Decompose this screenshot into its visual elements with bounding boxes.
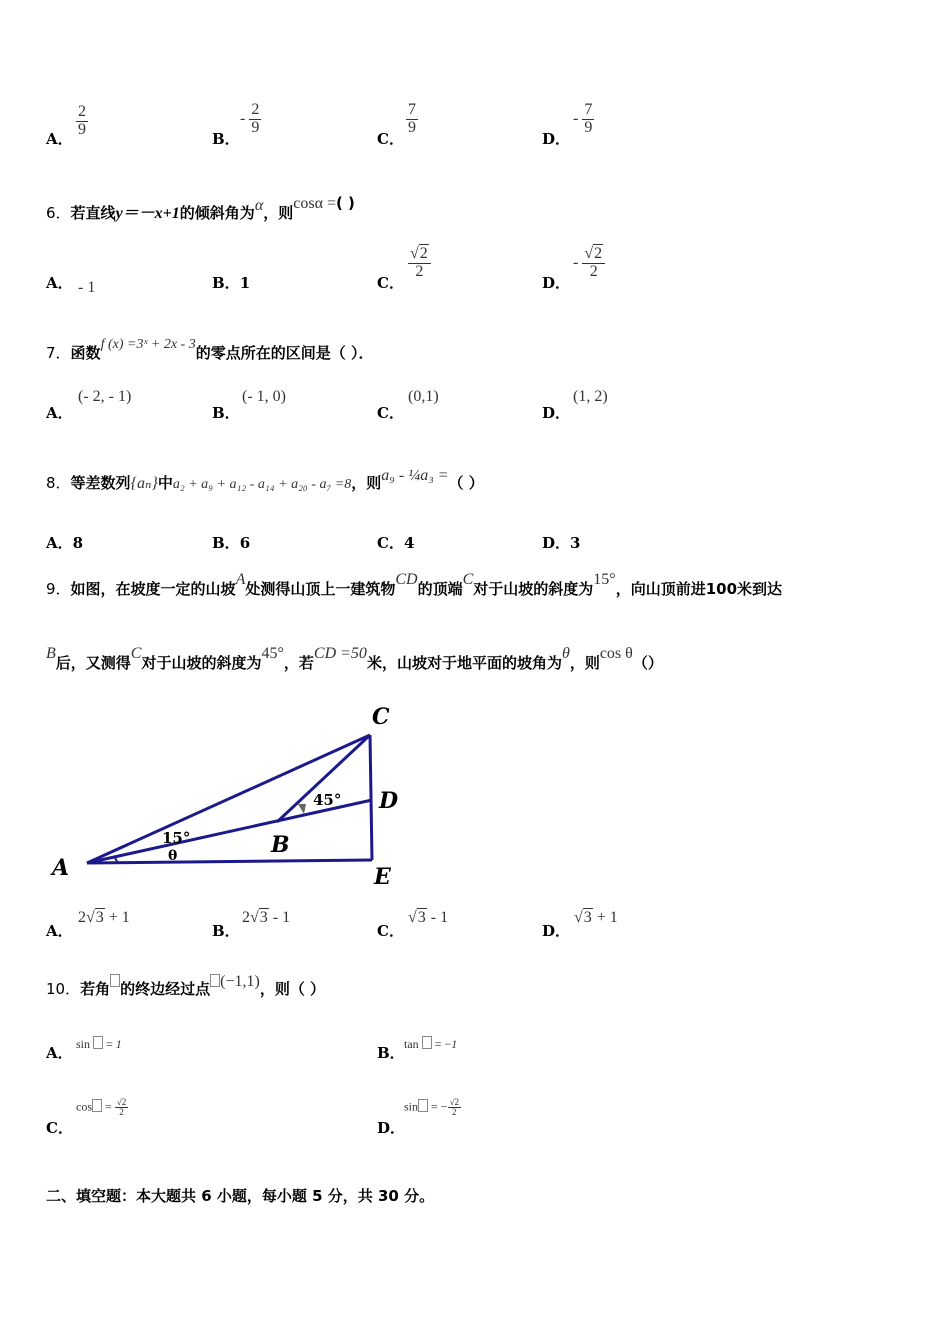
line-ae <box>87 860 372 863</box>
label-45: 45° <box>313 791 342 809</box>
q9-cd: CD <box>395 571 418 588</box>
q6-option-d-value: - $\frac{√2}{2}$ <box>573 246 605 281</box>
q9-point-a: A <box>235 571 246 588</box>
q8-ask: a₉ - ¼a₃ = <box>381 467 449 484</box>
question-9-line1 <box>46 571 783 599</box>
q9-point-c: C <box>462 571 474 588</box>
q9-deg15: 15° <box>593 571 616 588</box>
q9-option-b-label: B． <box>212 922 240 940</box>
q6-text2: 的倾斜角为 <box>179 204 255 222</box>
q5-option-b-label: B． <box>212 130 240 148</box>
q6-alpha: α <box>254 197 264 214</box>
q7-text2: 的零点所在的区间是（ ）． <box>195 344 374 362</box>
q6-text1: 若直线 <box>70 204 116 222</box>
q9-point-c2: C <box>130 645 142 662</box>
q5-option-d-value: - $\frac{7}{9}$ <box>573 101 593 136</box>
line-ad <box>87 800 372 863</box>
q9-option-b-value: 2√3 - 1 <box>242 909 291 926</box>
q8-paren: （ ） <box>448 474 484 492</box>
q9-t3: 的顶端 <box>417 580 463 598</box>
q9-t6: 米到达 <box>737 580 783 598</box>
q8-a-value: 8 <box>72 534 84 552</box>
q9-t4: 对于山坡的斜度为 <box>473 580 594 598</box>
q9-option-d-value: √3 + 1 <box>574 909 618 926</box>
q6-expression: y＝－x+1 <box>115 205 180 222</box>
q6-text3: ，则 <box>263 204 294 222</box>
question-7 <box>46 337 374 363</box>
q6-number: 6． <box>46 204 71 222</box>
q6-option-a-value: - 1 <box>78 279 96 296</box>
line-ce <box>370 735 372 860</box>
label-e: E <box>374 864 391 890</box>
q9-t8: 对于山坡的斜度为 <box>141 654 262 672</box>
q9-theta: θ <box>561 645 570 662</box>
q9-t5: ，向山顶前进 <box>615 580 706 598</box>
q5-option-b-value: - $\frac{2}{9}$ <box>240 101 260 136</box>
q10-option-b-value: tan = −1 <box>404 1037 458 1051</box>
q10-option-b-label: B． <box>377 1044 405 1062</box>
label-d: D <box>379 788 399 814</box>
q7-option-b-label: B． <box>212 404 240 422</box>
q9-t2: 处测得山顶上一建筑物 <box>245 580 396 598</box>
q7-option-a-label: A． <box>46 404 73 422</box>
label-c: C <box>372 704 390 730</box>
q9-hundred: 100 <box>705 580 738 598</box>
q8-condition: a₂ + a₉ + a₁₂ - a₁₄ + a₂₀ - a₇ =8 <box>172 477 352 492</box>
q6-paren: ( ) <box>335 194 355 212</box>
q5-option-a-value: $\frac{2}{9}$ <box>78 103 86 138</box>
q9-t12: （） <box>632 654 663 672</box>
q9-number: 9． <box>46 580 71 598</box>
q7-option-d-value: (1, 2) <box>573 388 608 405</box>
q10-number: 10． <box>46 980 81 998</box>
q9-t1: 如图，在坡度一定的山坡 <box>70 580 236 598</box>
q6-option-c-label: C． <box>377 274 404 292</box>
question-6 <box>46 194 355 223</box>
q5-option-c-label: C． <box>377 130 404 148</box>
q10-angle-placeholder <box>110 974 120 987</box>
q10-t3: ，则（ ） <box>259 980 326 998</box>
q9-option-d-label: D． <box>542 922 571 940</box>
q7-function: f (x) =3ˣ + 2x - 3 <box>100 337 196 352</box>
q9-option-a-value: 2√3 + 1 <box>78 909 130 926</box>
q8-b-label: B． <box>212 534 240 552</box>
q8-option-a <box>46 532 83 553</box>
q8-c-label: C． <box>377 534 404 552</box>
section-2-heading: 二、填空题：本大题共 6 小题，每小题 5 分，共 30 分。 <box>46 1187 435 1205</box>
q7-option-a-value: (- 2, - 1) <box>78 388 132 405</box>
q9-deg45: 45° <box>261 645 284 662</box>
angle-marker-b <box>298 804 306 814</box>
q9-point-b: B <box>46 645 56 662</box>
q7-option-c-value: (0,1) <box>408 388 439 405</box>
q9-figure <box>40 700 420 890</box>
question-10 <box>46 973 326 999</box>
q9-option-a-label: A． <box>46 922 73 940</box>
q10-point-placeholder <box>210 974 220 987</box>
q6-b-value: 1 <box>239 274 251 292</box>
q10-t1: 若角 <box>80 980 111 998</box>
q8-option-c <box>377 532 414 553</box>
q6-option-a-label: A． <box>46 274 73 292</box>
q9-cos-theta: cos θ <box>599 645 633 662</box>
label-a: A <box>52 855 70 881</box>
label-15: 15° <box>162 829 191 847</box>
q8-d-label: D． <box>542 534 571 552</box>
q6-b-label-text: B． <box>212 274 240 292</box>
q5-option-c-value: $\frac{7}{9}$ <box>408 101 416 136</box>
q5-option-a-label: A． <box>46 130 73 148</box>
q10-option-d-value: sin = − $\frac{√2}{2}$ <box>404 1097 460 1118</box>
q8-a-label: A． <box>46 534 73 552</box>
q8-text2: 中 <box>157 474 173 492</box>
q10-point: (−1,1) <box>220 973 260 990</box>
q7-option-d-label: D． <box>542 404 571 422</box>
q6-cos: cosα = <box>293 195 336 212</box>
q8-option-d <box>542 532 580 553</box>
q8-option-b <box>212 532 250 553</box>
question-9-line2 <box>46 645 663 673</box>
q10-option-c-value: cos = $\frac{√2}{2}$ <box>76 1097 127 1118</box>
q9-t11: ，则 <box>569 654 600 672</box>
q8-c-value: 4 <box>403 534 415 552</box>
q9-t7: 后，又测得 <box>55 654 131 672</box>
q9-t9: ，若 <box>283 654 314 672</box>
q9-t10: 米，山坡对于地平面的坡角为 <box>366 654 562 672</box>
q8-d-value: 3 <box>570 534 581 552</box>
q10-option-c-label: C． <box>46 1119 73 1137</box>
q5-option-d-label: D． <box>542 130 571 148</box>
q8-sequence: {aₙ} <box>130 475 158 492</box>
q8-text1: 等差数列 <box>70 474 131 492</box>
q6-option-c-value: $\frac{√2}{2}$ <box>408 246 431 281</box>
q8-text3: ，则 <box>351 474 382 492</box>
q8-number: 8． <box>46 474 71 492</box>
q9-option-c-value: √3 - 1 <box>408 909 449 926</box>
q10-t2: 的终边经过点 <box>120 980 211 998</box>
q6-option-d-label: D． <box>542 274 571 292</box>
q10-option-a-label: A． <box>46 1044 73 1062</box>
q10-option-a-value: sin = 1 <box>76 1037 122 1051</box>
q9-option-c-label: C． <box>377 922 404 940</box>
q7-number: 7． <box>46 344 71 362</box>
question-8 <box>46 467 484 493</box>
q10-option-d-label: D． <box>377 1119 406 1137</box>
q7-text1: 函数 <box>70 344 101 362</box>
q7-option-b-value: (- 1, 0) <box>242 388 286 405</box>
q9-cd-eq: CD =50 <box>313 645 367 662</box>
q6-option-b-label <box>212 272 250 293</box>
q8-b-value: 6 <box>239 534 251 552</box>
q7-option-c-label: C． <box>377 404 404 422</box>
label-theta: θ <box>168 848 178 864</box>
label-b: B <box>271 832 290 858</box>
